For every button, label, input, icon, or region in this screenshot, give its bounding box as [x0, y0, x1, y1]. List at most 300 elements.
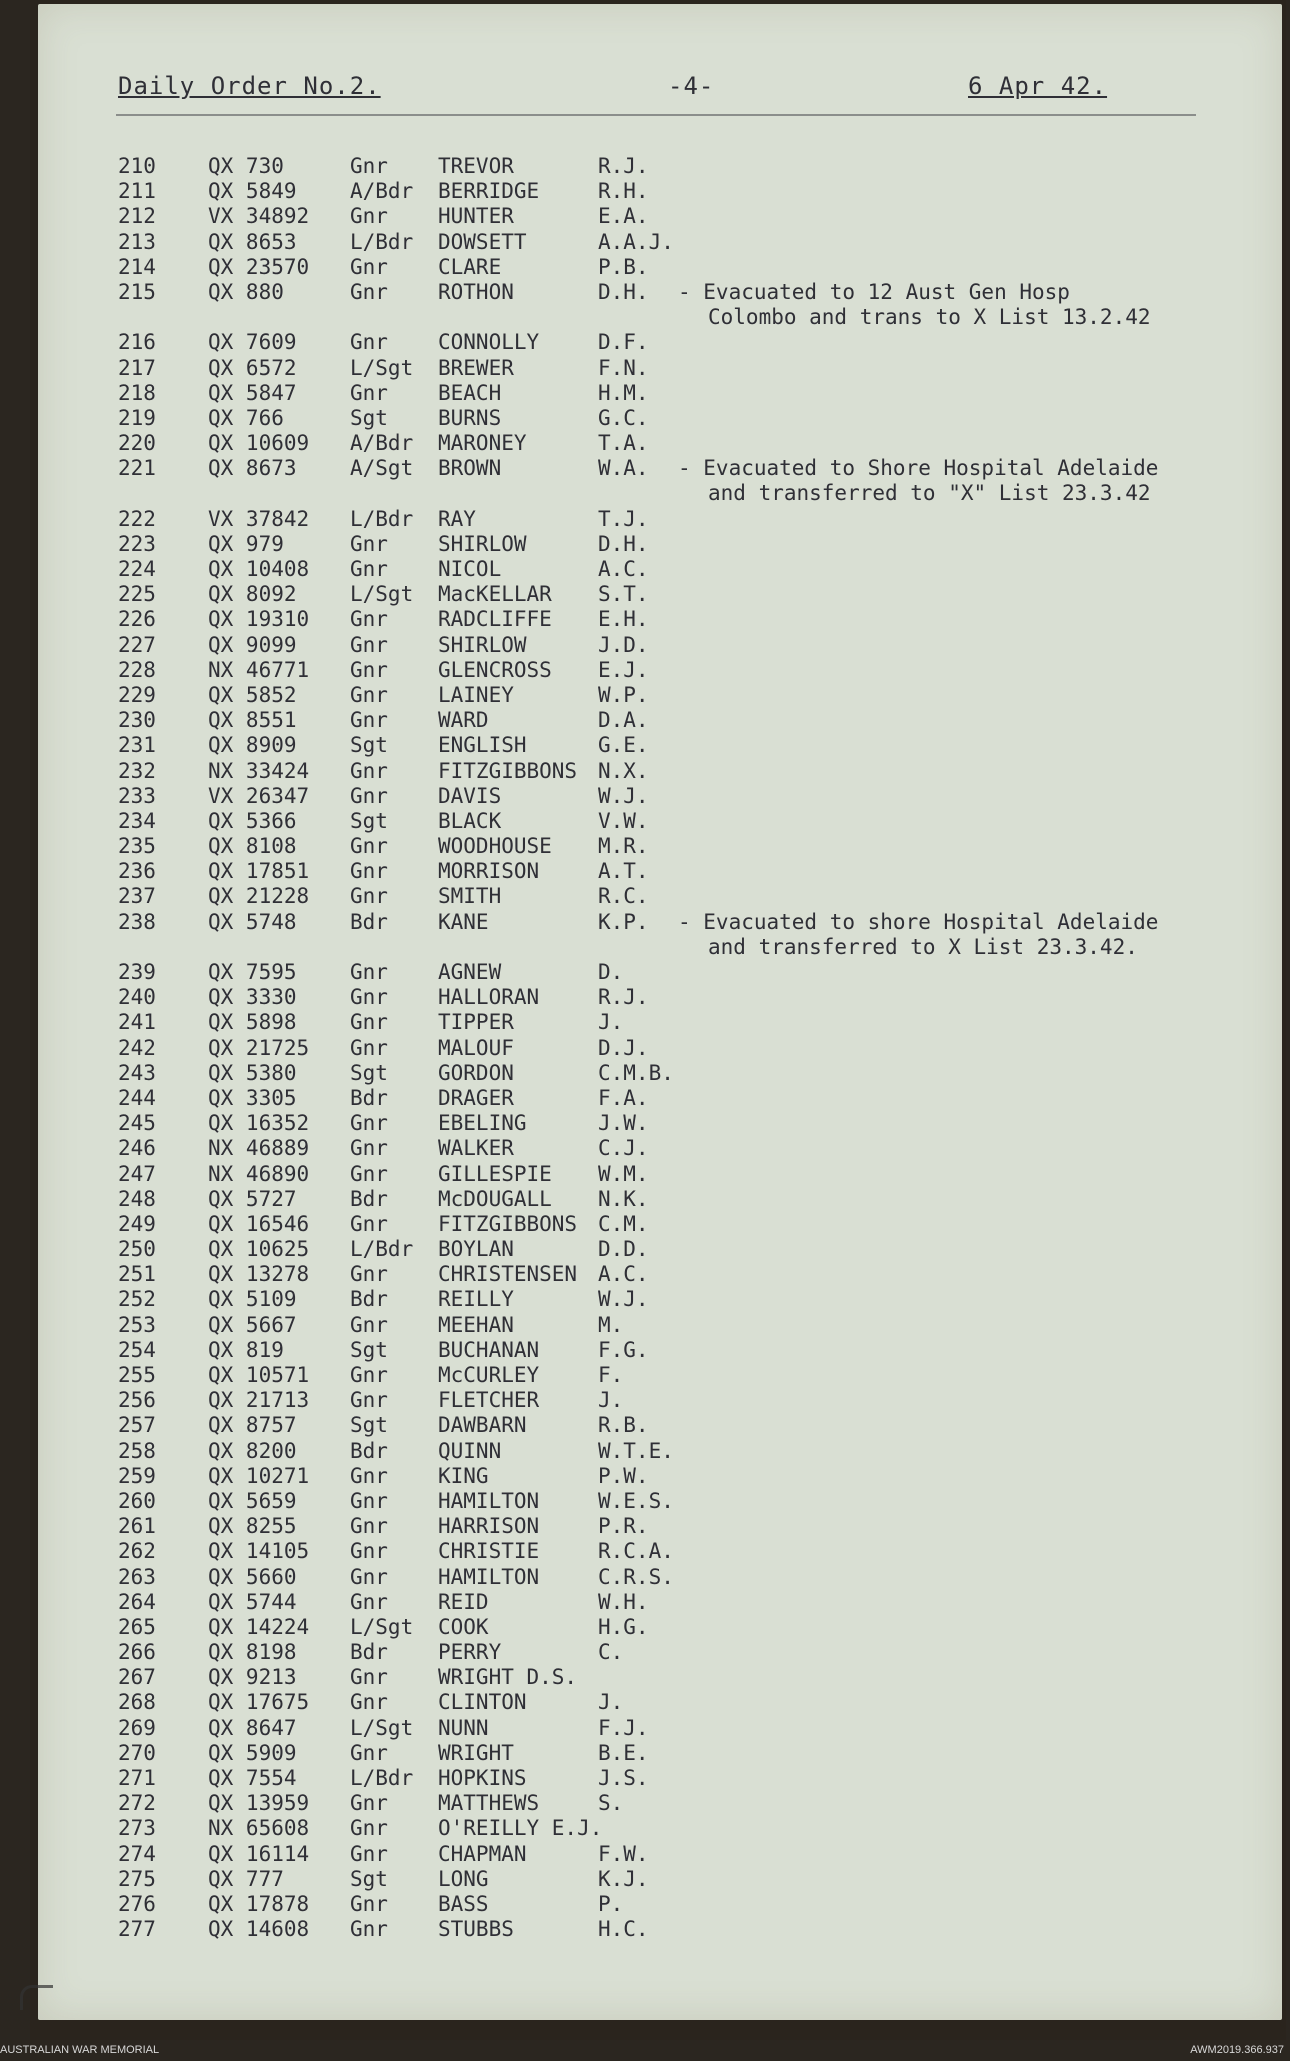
rank: Gnr [350, 330, 388, 355]
roll-entry [38, 1388, 1282, 1413]
rank: Gnr [350, 1111, 388, 1136]
service-number: QX 777 [208, 1866, 284, 1891]
roll-number: 241 [118, 1010, 156, 1035]
service-number: QX 8108 [208, 834, 297, 859]
roll-number: 245 [118, 1111, 156, 1136]
surname: LAINEY [438, 682, 514, 707]
initials: W.T.E. [598, 1438, 674, 1463]
initials: G.E. [598, 733, 649, 758]
roll-number: 232 [118, 758, 156, 783]
service-number: QX 3330 [208, 985, 297, 1010]
rank: L/Sgt [350, 1614, 414, 1639]
surname: KING [438, 1463, 489, 1488]
rank: Bdr [350, 1085, 388, 1110]
surname: COOK [438, 1614, 489, 1639]
rank: Gnr [350, 1791, 388, 1816]
rank: Gnr [350, 1312, 388, 1337]
roll-number: 247 [118, 1161, 156, 1186]
roll-number: 222 [118, 506, 156, 531]
header-rule [116, 114, 1196, 116]
roll-entry [38, 1413, 1282, 1438]
rank: L/Sgt [350, 1715, 414, 1740]
roll-number: 274 [118, 1841, 156, 1866]
roll-entry [38, 759, 1282, 784]
initials: W.E.S. [598, 1488, 674, 1513]
roll-number: 264 [118, 1589, 156, 1614]
service-number: QX 10271 [208, 1463, 310, 1488]
service-number: NX 46889 [208, 1136, 310, 1161]
service-number: QX 16352 [208, 1111, 310, 1136]
service-number: QX 23570 [208, 254, 310, 279]
roll-number: 225 [118, 582, 156, 607]
roll-entry [38, 1036, 1282, 1061]
roll-number: 214 [118, 254, 156, 279]
surname: PERRY [438, 1640, 502, 1665]
service-number: QX 8198 [208, 1640, 297, 1665]
service-number: QX 5366 [208, 808, 297, 833]
roll-entry [38, 1867, 1282, 1892]
service-number: QX 5847 [208, 380, 297, 405]
roll-entry [38, 1287, 1282, 1312]
rank: Gnr [350, 1211, 388, 1236]
roll-number: 244 [118, 1085, 156, 1110]
service-number: QX 8200 [208, 1438, 297, 1463]
roll-entry [38, 1892, 1282, 1917]
roll-entry [38, 230, 1282, 255]
rank: L/Bdr [350, 506, 414, 531]
roll-number: 269 [118, 1715, 156, 1740]
roll-entry [38, 1262, 1282, 1287]
initials: A.C. [598, 1262, 649, 1287]
service-number: QX 766 [208, 405, 284, 430]
initials: T.A. [598, 431, 649, 456]
service-number: QX 5727 [208, 1186, 297, 1211]
roll-entry [38, 1061, 1282, 1086]
roll-number: 230 [118, 708, 156, 733]
surname: SHIRLOW [438, 531, 527, 556]
service-number: QX 17851 [208, 859, 310, 884]
surname: O'REILLY E.J. [438, 1816, 603, 1841]
rank: Gnr [350, 1514, 388, 1539]
remark: and transferred to X List 23.3.42. [708, 934, 1138, 959]
roll-entry [38, 1010, 1282, 1035]
service-number: QX 16546 [208, 1211, 310, 1236]
roll-number: 259 [118, 1463, 156, 1488]
nominal-roll [38, 154, 1282, 1942]
surname: EBELING [438, 1111, 527, 1136]
roll-number: 215 [118, 279, 156, 304]
roll-number: 226 [118, 607, 156, 632]
surname: ENGLISH [438, 733, 527, 758]
roll-number: 270 [118, 1740, 156, 1765]
surname: BUCHANAN [438, 1337, 540, 1362]
roll-entry [38, 1565, 1282, 1590]
service-number: QX 979 [208, 531, 284, 556]
surname: AGNEW [438, 960, 502, 984]
surname: MEEHAN [438, 1312, 514, 1337]
surname: HAMILTON [438, 1488, 540, 1513]
roll-entry [38, 658, 1282, 683]
document-page [38, 4, 1282, 2020]
service-number: QX 21228 [208, 884, 310, 909]
roll-number: 239 [118, 960, 156, 984]
rank: Bdr [350, 1640, 388, 1665]
remark-continuation-row [38, 305, 1282, 330]
initials: C.J. [598, 1136, 649, 1161]
surname: BERRIDGE [438, 179, 540, 204]
service-number: QX 5849 [208, 179, 297, 204]
roll-number: 272 [118, 1791, 156, 1816]
initials: D.D. [598, 1237, 649, 1262]
roll-number: 268 [118, 1690, 156, 1715]
rank: L/Bdr [350, 1766, 414, 1790]
rank: Gnr [350, 758, 388, 783]
surname: McCURLEY [438, 1363, 540, 1387]
surname: KANE [438, 909, 489, 934]
surname: QUINN [438, 1438, 502, 1463]
initials: F.W. [598, 1841, 649, 1866]
roll-number: 220 [118, 431, 156, 456]
page-number: -4- [668, 72, 715, 100]
roll-entry [38, 204, 1282, 229]
rank: Gnr [350, 783, 388, 808]
roll-entry [38, 1237, 1282, 1262]
initials: F.A. [598, 1085, 649, 1110]
service-number: QX 14105 [208, 1539, 310, 1564]
scan-frame [30, 0, 1286, 2040]
rank: A/Bdr [350, 431, 414, 456]
rank: Gnr [350, 1363, 388, 1387]
rank: Gnr [350, 859, 388, 884]
rank: Sgt [350, 1413, 388, 1438]
surname: RAY [438, 506, 476, 531]
surname: BOYLAN [438, 1237, 514, 1262]
roll-entry [38, 1086, 1282, 1111]
roll-entry [38, 154, 1282, 179]
rank: Gnr [350, 1161, 388, 1186]
roll-entry [38, 960, 1282, 985]
initials: R.C. [598, 884, 649, 909]
roll-entry [38, 1514, 1282, 1539]
roll-number: 219 [118, 405, 156, 430]
roll-entry [38, 1816, 1282, 1841]
roll-number: 237 [118, 884, 156, 909]
roll-entry [38, 1690, 1282, 1715]
roll-entry [38, 683, 1282, 708]
surname: DAWBARN [438, 1413, 527, 1438]
roll-number: 246 [118, 1136, 156, 1161]
surname: BREWER [438, 355, 514, 380]
surname: BASS [438, 1891, 489, 1916]
rank: Gnr [350, 884, 388, 909]
service-number: QX 13278 [208, 1262, 310, 1287]
service-number: QX 17675 [208, 1690, 310, 1715]
initials: K.J. [598, 1866, 649, 1891]
surname: SHIRLOW [438, 632, 527, 657]
surname: McDOUGALL [438, 1186, 552, 1211]
initials: F. [598, 1363, 624, 1387]
service-number: QX 8092 [208, 582, 297, 607]
roll-number: 266 [118, 1640, 156, 1665]
service-number: QX 8255 [208, 1514, 297, 1539]
surname: MacKELLAR [438, 582, 552, 607]
service-number: QX 17878 [208, 1891, 310, 1916]
surname: GILLESPIE [438, 1161, 552, 1186]
surname: NICOL [438, 557, 502, 581]
initials: H.M. [598, 380, 649, 405]
service-number: QX 5744 [208, 1589, 297, 1614]
service-number: QX 19310 [208, 607, 310, 632]
rank: Gnr [350, 254, 388, 279]
service-number: VX 37842 [208, 506, 310, 531]
rank: Gnr [350, 1488, 388, 1513]
roll-number: 248 [118, 1186, 156, 1211]
roll-entry [38, 708, 1282, 733]
roll-number: 218 [118, 380, 156, 405]
surname: HUNTER [438, 204, 514, 229]
service-number: QX 5909 [208, 1740, 297, 1765]
surname: FITZGIBBONS [438, 758, 578, 783]
rank: Gnr [350, 657, 388, 682]
service-number: NX 33424 [208, 758, 310, 783]
roll-number: 229 [118, 682, 156, 707]
rank: Gnr [350, 1388, 388, 1413]
rank: Gnr [350, 1665, 388, 1690]
pencil-mark [20, 1985, 53, 2010]
rank: Gnr [350, 960, 388, 984]
roll-entry [38, 1766, 1282, 1791]
initials: E.J. [598, 657, 649, 682]
roll-entry [38, 1665, 1282, 1690]
roll-number: 235 [118, 834, 156, 859]
service-number: NX 46890 [208, 1161, 310, 1186]
surname: CHRISTIE [438, 1539, 540, 1564]
initials: A.C. [598, 557, 649, 581]
roll-entry [38, 1439, 1282, 1464]
service-number: QX 819 [208, 1337, 284, 1362]
initials: R.C.A. [598, 1539, 674, 1564]
roll-number: 228 [118, 657, 156, 682]
roll-number: 263 [118, 1564, 156, 1589]
initials: N.X. [598, 758, 649, 783]
service-number: VX 34892 [208, 204, 310, 229]
roll-entry [38, 607, 1282, 632]
surname: LONG [438, 1866, 489, 1891]
rank: Bdr [350, 1287, 388, 1312]
service-number: QX 7609 [208, 330, 297, 355]
roll-number: 238 [118, 909, 156, 934]
service-number: QX 9213 [208, 1665, 297, 1690]
rank: Sgt [350, 1337, 388, 1362]
initials: F.J. [598, 1715, 649, 1740]
rank: Bdr [350, 909, 388, 934]
order-date: 6 Apr 42. [968, 72, 1108, 100]
initials: W.H. [598, 1589, 649, 1614]
surname: CLINTON [438, 1690, 527, 1715]
initials: N.K. [598, 1186, 649, 1211]
roll-entry [38, 507, 1282, 532]
initials: F.N. [598, 355, 649, 380]
roll-number: 265 [118, 1614, 156, 1639]
roll-entry [38, 1615, 1282, 1640]
roll-entry [38, 1791, 1282, 1816]
roll-number: 252 [118, 1287, 156, 1312]
roll-entry [38, 1136, 1282, 1161]
rank: Gnr [350, 1564, 388, 1589]
service-number: QX 7595 [208, 960, 297, 984]
service-number: QX 5748 [208, 909, 297, 934]
initials: D.H. [598, 531, 649, 556]
roll-number: 257 [118, 1413, 156, 1438]
initials: A.A.J. [598, 229, 674, 254]
surname: BLACK [438, 808, 502, 833]
roll-number: 275 [118, 1866, 156, 1891]
service-number: QX 10408 [208, 557, 310, 581]
surname: STUBBS [438, 1917, 514, 1942]
initials: K.P. [598, 909, 649, 934]
initials: V.W. [598, 808, 649, 833]
rank: Bdr [350, 1186, 388, 1211]
roll-number: 224 [118, 557, 156, 581]
surname: FITZGIBBONS [438, 1211, 578, 1236]
initials: D. [598, 960, 624, 984]
rank: Gnr [350, 1589, 388, 1614]
service-number: QX 13959 [208, 1791, 310, 1816]
roll-entry [38, 985, 1282, 1010]
roll-entry [38, 1363, 1282, 1388]
surname: SMITH [438, 884, 502, 909]
initials: M.R. [598, 834, 649, 859]
rank: Gnr [350, 1816, 388, 1841]
roll-number: 250 [118, 1237, 156, 1262]
service-number: QX 21725 [208, 1035, 310, 1060]
roll-number: 251 [118, 1262, 156, 1287]
roll-entry [38, 859, 1282, 884]
roll-number: 276 [118, 1891, 156, 1916]
initials: R.H. [598, 179, 649, 204]
archive-credit: AUSTRALIAN WAR MEMORIAL [0, 2044, 160, 2056]
roll-number: 217 [118, 355, 156, 380]
service-number: QX 16114 [208, 1841, 310, 1866]
rank: Gnr [350, 1463, 388, 1488]
rank: Sgt [350, 733, 388, 758]
rank: Gnr [350, 1690, 388, 1715]
roll-entry [38, 733, 1282, 758]
roll-number: 213 [118, 229, 156, 254]
roll-number: 240 [118, 985, 156, 1010]
roll-number: 255 [118, 1363, 156, 1387]
roll-number: 234 [118, 808, 156, 833]
roll-number: 277 [118, 1917, 156, 1942]
service-number: QX 6572 [208, 355, 297, 380]
roll-entry [38, 1212, 1282, 1237]
rank: A/Sgt [350, 456, 414, 481]
rank: Sgt [350, 1866, 388, 1891]
service-number: QX 5898 [208, 1010, 297, 1035]
rank: Sgt [350, 808, 388, 833]
initials: F.G. [598, 1337, 649, 1362]
initials: W.P. [598, 682, 649, 707]
roll-number: 221 [118, 456, 156, 481]
surname: REILLY [438, 1287, 514, 1312]
service-number: QX 10571 [208, 1363, 310, 1387]
initials: C.R.S. [598, 1564, 674, 1589]
order-title: Daily Order No.2. [118, 72, 381, 100]
initials: S. [598, 1791, 624, 1816]
rank: Gnr [350, 632, 388, 657]
initials: J.S. [598, 1766, 649, 1790]
roll-entry [38, 406, 1282, 431]
initials: R.J. [598, 985, 649, 1010]
service-number: QX 21713 [208, 1388, 310, 1413]
initials: P.W. [598, 1463, 649, 1488]
roll-number: 254 [118, 1337, 156, 1362]
initials: R.J. [598, 154, 649, 178]
roll-entry [38, 255, 1282, 280]
rank: L/Bdr [350, 229, 414, 254]
initials: E.A. [598, 204, 649, 229]
roll-entry [38, 1590, 1282, 1615]
surname: CHAPMAN [438, 1841, 527, 1866]
surname: RADCLIFFE [438, 607, 552, 632]
roll-entry [38, 1539, 1282, 1564]
initials: D.A. [598, 708, 649, 733]
roll-entry [38, 532, 1282, 557]
roll-number: 253 [118, 1312, 156, 1337]
service-number: VX 26347 [208, 783, 310, 808]
initials: J. [598, 1690, 624, 1715]
initials: J.D. [598, 632, 649, 657]
roll-number: 260 [118, 1488, 156, 1513]
surname: BROWN [438, 456, 502, 481]
service-number: QX 9099 [208, 632, 297, 657]
service-number: QX 5659 [208, 1488, 297, 1513]
remark: Colombo and trans to X List 13.2.42 [708, 305, 1151, 330]
initials: J.W. [598, 1111, 649, 1136]
roll-entry [38, 1489, 1282, 1514]
initials: H.C. [598, 1917, 649, 1942]
service-number: QX 5380 [208, 1060, 297, 1085]
service-number: QX 5667 [208, 1312, 297, 1337]
roll-number: 273 [118, 1816, 156, 1841]
rank: Gnr [350, 1035, 388, 1060]
initials: R.B. [598, 1413, 649, 1438]
surname: WOODHOUSE [438, 834, 552, 859]
roll-entry [38, 1187, 1282, 1212]
roll-entry [38, 456, 1282, 481]
service-number: QX 8909 [208, 733, 297, 758]
roll-number: 243 [118, 1060, 156, 1085]
service-number: QX 880 [208, 279, 284, 304]
rank: Gnr [350, 1917, 388, 1942]
surname: GLENCROSS [438, 657, 552, 682]
surname: WARD [438, 708, 489, 733]
roll-entry [38, 1111, 1282, 1136]
rank: Sgt [350, 405, 388, 430]
initials: B.E. [598, 1740, 649, 1765]
roll-number: 233 [118, 783, 156, 808]
surname: DRAGER [438, 1085, 514, 1110]
roll-entry [38, 1917, 1282, 1942]
initials: J. [598, 1388, 624, 1413]
rank: A/Bdr [350, 179, 414, 204]
rank: L/Bdr [350, 1237, 414, 1262]
service-number: QX 8551 [208, 708, 297, 733]
surname: WALKER [438, 1136, 514, 1161]
service-number: QX 8757 [208, 1413, 297, 1438]
surname: BURNS [438, 405, 502, 430]
initials: T.J. [598, 506, 649, 531]
